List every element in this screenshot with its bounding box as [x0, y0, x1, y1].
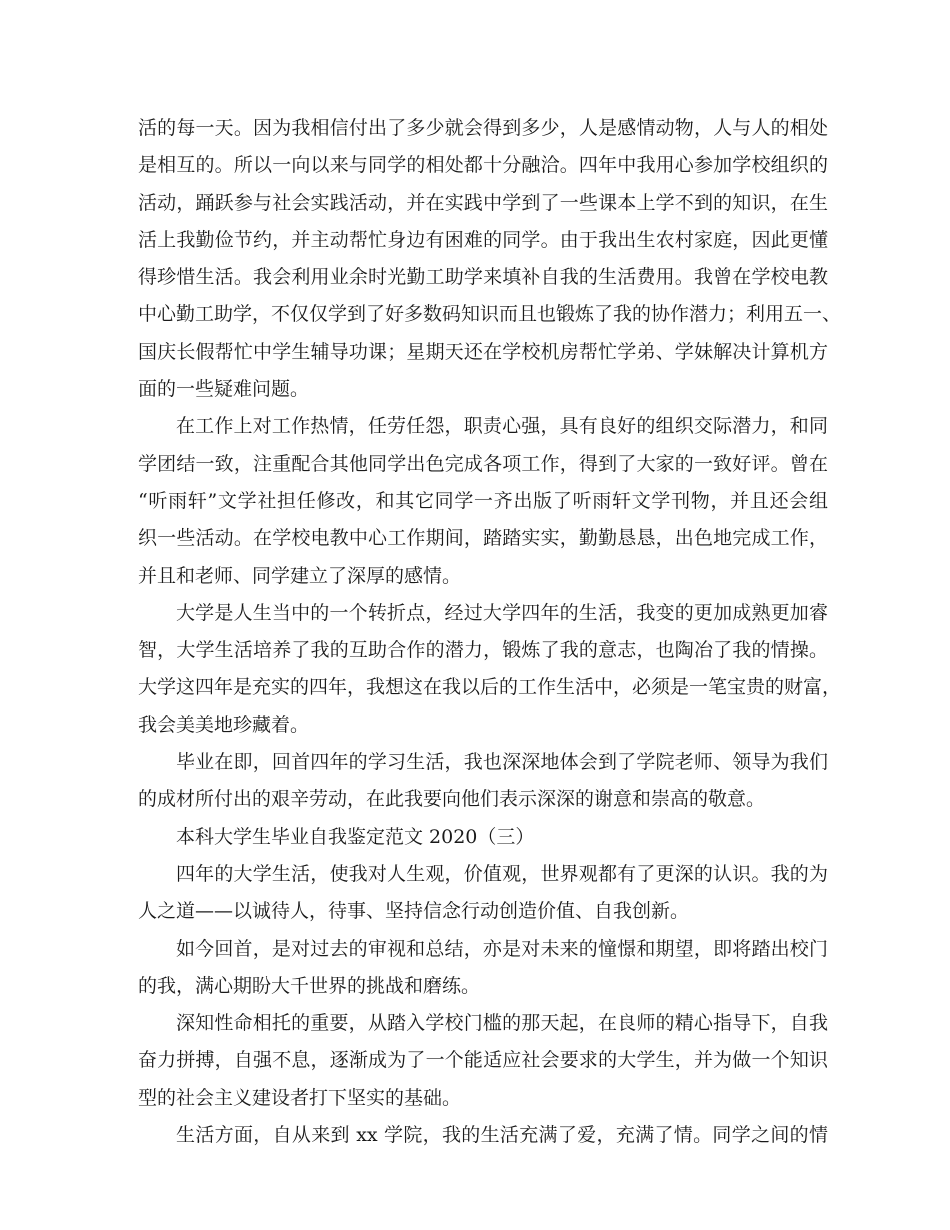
- text-line: 深知性命相托的重要，从踏入学校门槛的那天起，在良师的精心指导下，自我: [176, 1012, 828, 1035]
- text-line: 面的一些疑难问题。: [138, 378, 310, 401]
- text-line: 生活方面，自从来到 xx 学院，我的生活充满了爱，充满了情。同学之间的情: [176, 1124, 828, 1147]
- text-line: 中心勤工助学，不仅仅学到了好多数码知识而且也锻炼了我的协作潜力；利用五一、: [138, 303, 842, 326]
- text-line: “听雨轩”文学社担任修改，和其它同学一齐出版了听雨轩文学刊物，并且还会组: [138, 489, 828, 512]
- text-line: 是相互的。所以一向以来与同学的相处都十分融洽。四年中我用心参加学校组织的: [138, 154, 828, 177]
- text-line: 活上我勤俭节约，并主动帮忙身边有困难的同学。由于我出生农村家庭，因此更懂: [138, 228, 828, 251]
- text-line: 毕业在即，回首四年的学习生活，我也深深地体会到了学院老师、领导为我们: [176, 751, 828, 774]
- text-line: 如今回首，是对过去的审视和总结，亦是对未来的憧憬和期望，即将踏出校门: [176, 937, 828, 960]
- text-line: 智，大学生活培养了我的互助合作的潜力，锻炼了我的意志，也陶冶了我的情操。: [138, 639, 828, 662]
- text-line: 活的每一天。因为我相信付出了多少就会得到多少，人是感情动物，人与人的相处: [138, 117, 828, 139]
- text-line: 本科大学生毕业自我鉴定范文 2020（三）: [176, 825, 535, 848]
- text-line: 学团结一致，注重配合其他同学出色完成各项工作，得到了大家的一致好评。曾在: [138, 452, 828, 475]
- document-body: [138, 110, 842, 1154]
- text-line: 并且和老师、同学建立了深厚的感情。: [138, 564, 462, 587]
- text-line: 在工作上对工作热情，任劳任怨，职责心强，具有良好的组织交际潜力，和同: [176, 415, 828, 438]
- text-line: 国庆长假帮忙中学生辅导功课；星期天还在学校机房帮忙学弟、学妹解决计算机方: [138, 340, 828, 363]
- text-line: 大学是人生当中的一个转折点，经过大学四年的生活，我变的更加成熟更加睿: [176, 601, 828, 624]
- text-line: 四年的大学生活，使我对人生观，价值观，世界观都有了更深的认识。我的为: [176, 862, 828, 885]
- text-line: 的我，满心期盼大千世界的挑战和磨练。: [138, 974, 481, 997]
- text-line: 型的社会主义建设者打下坚实的基础。: [138, 1086, 462, 1109]
- text-line: 大学这四年是充实的四年，我想这在我以后的工作生活中，必须是一笔宝贵的财富，: [138, 676, 842, 699]
- text-line: 织一些活动。在学校电教中心工作期间，踏踏实实，勤勤恳恳，出色地完成工作，: [138, 527, 828, 550]
- text-line: 人之道——以诚待人，待事、坚持信念行动创造价值、自我创新。: [138, 900, 690, 923]
- text-line: 活动，踊跃参与社会实践活动，并在实践中学到了一些课本上学不到的知识，在生: [138, 191, 828, 214]
- text-line: 奋力拼搏，自强不息，逐渐成为了一个能适应社会要求的大学生，并为做一个知识: [138, 1049, 828, 1072]
- text-line: 得珍惜生活。我会利用业余时光勤工助学来填补自我的生活费用。我曾在学校电教: [138, 266, 828, 289]
- text-line: 的成材所付出的艰辛劳动，在此我要向他们表示深深的谢意和崇高的敬意。: [138, 788, 766, 811]
- text-line: 我会美美地珍藏着。: [138, 713, 310, 736]
